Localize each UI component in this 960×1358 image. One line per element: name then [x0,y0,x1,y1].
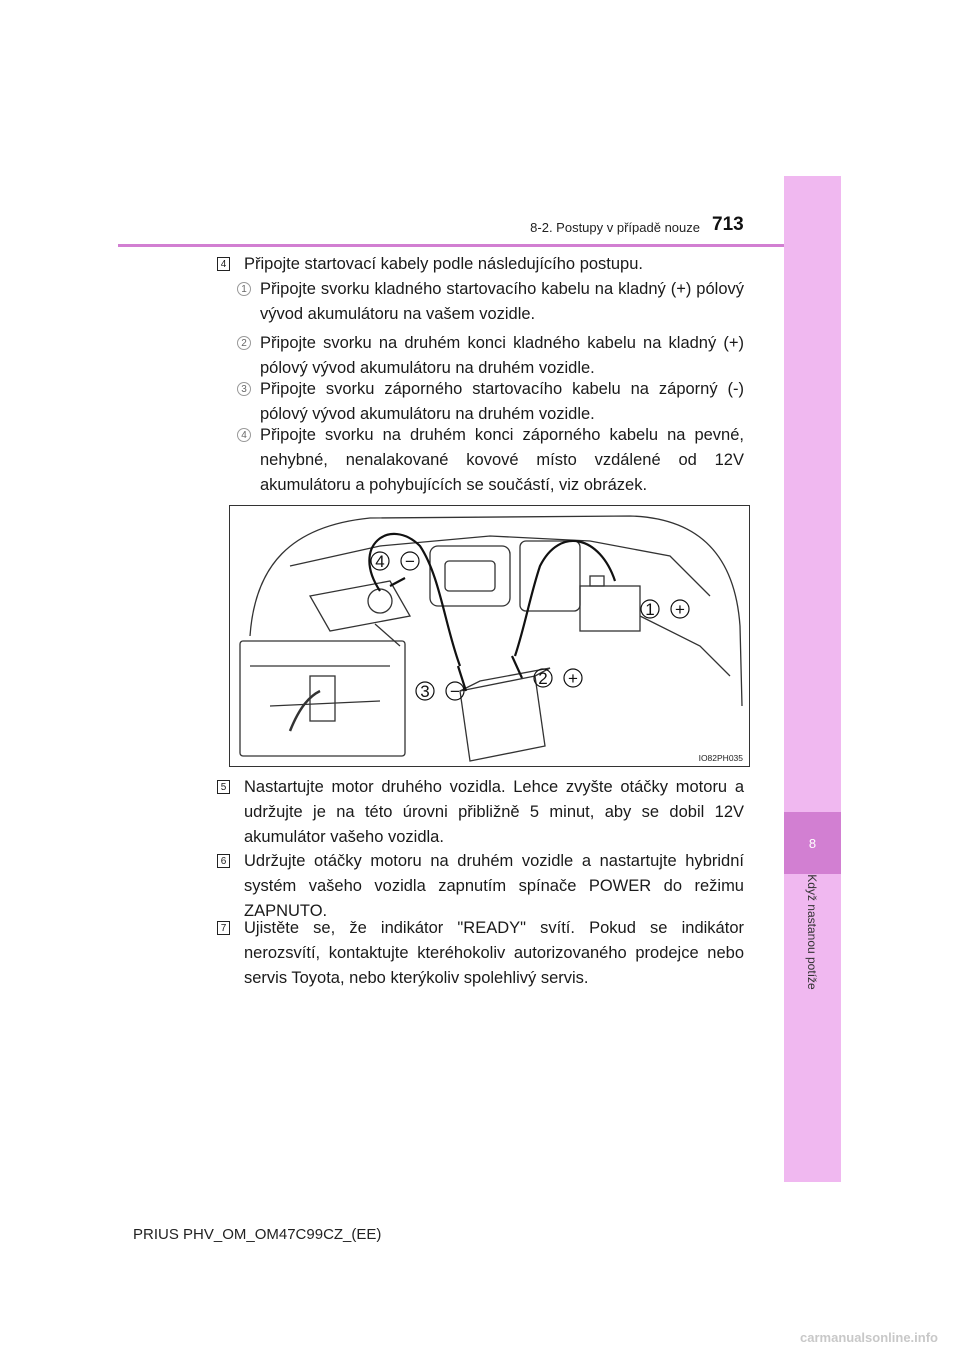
substep-text: Připojte svorku záporného startovacího kabelu na záporný (-) pólový vývod akumulátoru na druhém vozidle. [260,380,744,423]
minus-sign-icon: − [405,552,415,571]
step-text: Připojte startovací kabely podle následujícího postupu. [244,255,643,273]
detail-inset [240,641,405,756]
battery-terminal [590,576,604,586]
chapter-sidebar [784,176,841,1182]
ground-point [310,676,335,721]
plus-sign-icon: + [568,669,578,688]
substep-number: 1 [237,282,251,296]
cable-clamp [458,656,522,691]
plus-sign-icon: + [675,600,685,619]
substep-text: Připojte svorku kladného startovacího kabelu na kladný (+) pólový vývod akumulátoru na vašem vozidle. [260,280,744,323]
step-number: 5 [217,780,230,794]
booster-battery [460,676,545,761]
callout-number: 1 [645,600,655,619]
engine-component [310,581,410,631]
page-number: 713 [712,214,744,235]
step-number: 6 [217,854,230,868]
callout-number: 2 [538,669,548,688]
engine-component [640,616,730,676]
step-text: Nastartujte motor druhého vozidla. Lehce zvyšte otáčky motoru a udržujte je na této úrovni přibližně 5 minut, aby se dobil 12V akumulátor vašeho vozidla. [244,778,744,846]
step-number: 4 [217,257,230,271]
document-code: PRIUS PHV_OM_OM47C99CZ_(EE) [133,1226,382,1243]
positive-cable [515,541,615,656]
chapter-number-tab[interactable]: 8 [784,812,841,874]
callout-number: 3 [420,682,430,701]
substep-number: 4 [237,428,251,442]
substep-number: 2 [237,336,251,350]
engine-block [430,546,510,606]
site-watermark[interactable]: carmanualsonline.info [800,1330,938,1345]
vehicle-battery [580,586,640,631]
engine-bay-illustration [230,506,749,766]
jump-start-figure [229,505,750,767]
cable-clamp [390,578,405,586]
engine-cover [445,561,495,591]
substep-text: Připojte svorku na druhém konci kladného kabelu na kladný (+) pólový vývod akumulátoru na druhém vozidle. [260,334,744,377]
inset-arrow [290,691,320,731]
chapter-title: Když nastanou potíže [805,874,819,990]
inset-detail-lines [250,666,390,706]
callout-number: 4 [375,552,385,571]
inset-leader-line [375,624,400,646]
step-number: 7 [217,921,230,935]
minus-sign-icon: − [450,682,460,701]
substep-number: 3 [237,382,251,396]
figure-code: IO82PH035 [698,753,743,763]
substep-text: Připojte svorku na druhém konci záporného kabelu na pevné, nehybné, nenalakované kovové místo vzdálené od 12V akumulátoru a pohybujících se součástí, viz obrázek. [260,426,744,494]
step-text: Ujistěte se, že indikátor "READY" svítí. Pokud se indikátor nerozsvítí, kontaktujte kteréhokoliv autorizovaného prodejce nebo servis Toyota, nebo kterýkoliv spolehlivý servis. [244,919,744,987]
engine-component [290,536,710,596]
section-title: 8-2. Postupy v případě nouze [530,220,700,235]
step-text: Udržujte otáčky motoru na druhém vozidle a nastartujte hybridní systém vašeho vozidla zapnutím spínače POWER do režimu ZAPNUTO. [244,852,744,920]
header-rule [118,244,784,247]
ground-point-circle [368,589,392,613]
